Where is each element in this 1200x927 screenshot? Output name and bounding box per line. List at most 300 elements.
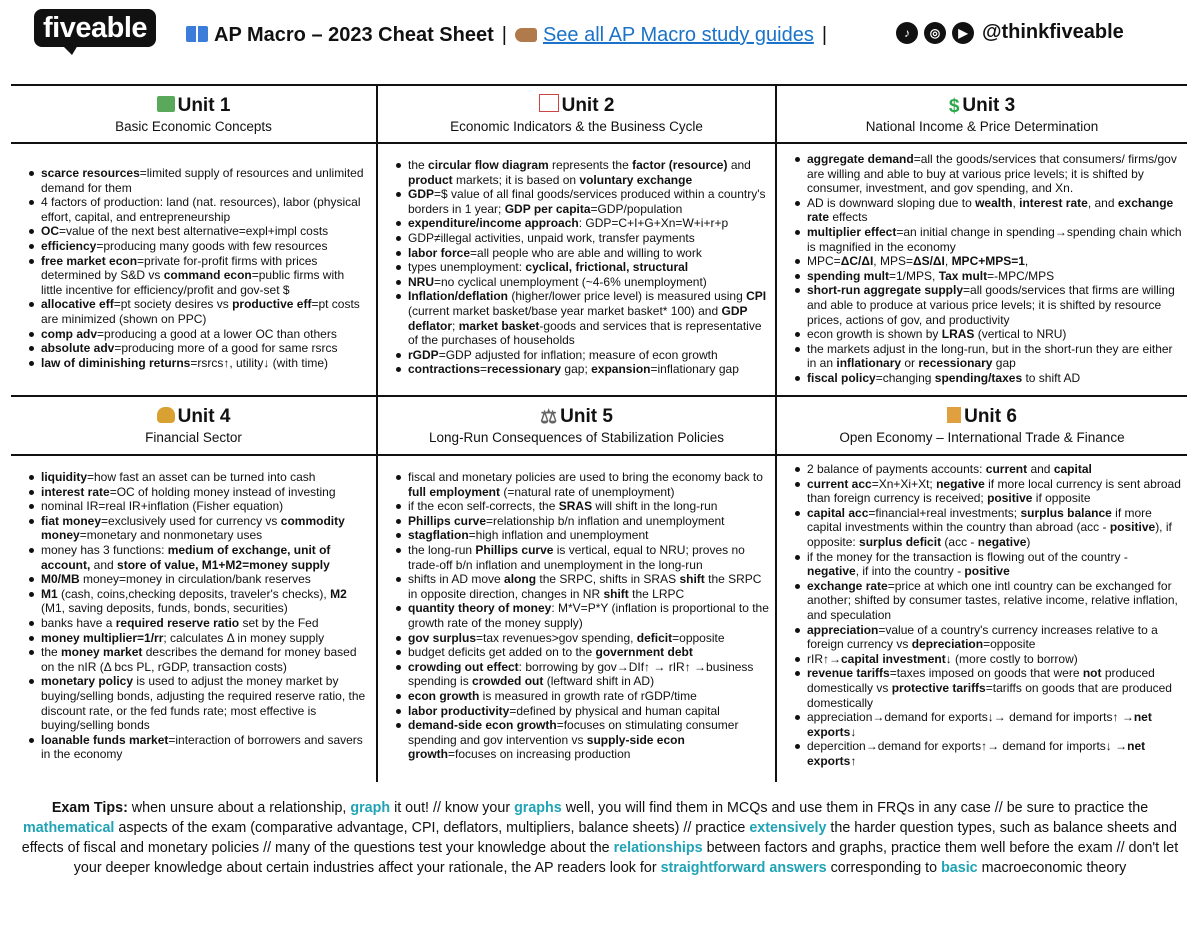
list-item — [41, 543, 367, 572]
text-run: =how fast an asset can be turned into cash — [87, 470, 316, 484]
social-handle[interactable]: @thinkfiveable — [982, 21, 1124, 43]
list-item — [41, 166, 367, 195]
fiveable-logo[interactable]: fiveable — [34, 9, 156, 47]
bold-term: store of value, M1+M2=money supply — [117, 557, 330, 572]
list-item — [807, 739, 1183, 768]
list-item — [408, 572, 770, 601]
bold-term: surplus balance — [1020, 505, 1112, 520]
bold-term: deficit — [636, 630, 673, 645]
bold-term: command econ — [163, 268, 252, 283]
bold-term: net exports↓ — [807, 710, 1152, 739]
bold-term: not — [1082, 666, 1102, 681]
list-item — [41, 470, 367, 485]
text-run: aspects of the exam (comparative advantage, CPI, deflators, multipliers, balance sheets) // practice — [114, 820, 750, 836]
exam-tips — [16, 798, 1184, 878]
highlight-term: basic — [941, 860, 978, 876]
text-run: (M1, saving deposits, funds, bonds, securities) — [41, 601, 288, 616]
bold-term: product — [408, 172, 453, 187]
text-run: is used to adjust the money market by buying/selling bonds, adjusting the required reserve ratio, the discount rate, or the fed funds rate; most effective is buying/selling bonds — [41, 674, 366, 733]
bold-term: spending/taxes — [934, 370, 1023, 385]
bold-term: M0/MB — [41, 572, 80, 587]
pointing-hand-icon — [515, 28, 537, 42]
text-run: nominal IR=real IR+inflation (Fisher equation) — [41, 499, 284, 514]
bold-term: exchange rate — [807, 578, 888, 593]
text-run: if the econ self-corrects, the — [408, 499, 559, 514]
text-run: =high inflation and unemployment — [468, 528, 649, 543]
bold-term: inflationary — [836, 356, 902, 371]
text-run: =1/MPS, — [889, 268, 939, 283]
unit-title: Unit 5 — [560, 406, 613, 427]
list-item — [408, 689, 770, 704]
bold-term: free market econ — [41, 253, 138, 268]
text-run: types unemployment: — [408, 260, 526, 275]
list-item — [41, 341, 367, 356]
list-item — [41, 631, 367, 646]
money-bag-icon — [157, 407, 175, 423]
text-run: the harder question types, such as balance sheets and effects of fiscal and monetary policies // many of the questions test your knowledge about the — [21, 820, 1177, 856]
text-run: the — [41, 645, 62, 660]
text-run: banks have a — [41, 615, 116, 630]
text-run: macroeconomic theory — [977, 860, 1127, 876]
unit-subtitle: Basic Economic Concepts — [115, 119, 272, 134]
list-item — [41, 239, 367, 254]
text-run: appreciation→demand for exports↓→ demand for imports↑ → — [807, 710, 1134, 725]
text-run: if more local currency is sent abroad than foreign currency is received; — [807, 476, 1181, 506]
unit-3-header — [777, 86, 1187, 135]
bold-term: factor (resource) — [632, 158, 728, 172]
bold-term: recessionary — [487, 362, 562, 377]
text-run: and — [90, 557, 118, 572]
list-item — [41, 327, 367, 342]
book-icon — [186, 26, 208, 42]
text-run: =inflationary gap — [650, 362, 739, 377]
text-run: between factors and graphs, practice them well before the exam // don't let your deeper knowledge about certain industries affect your rationale, the AP readers look for — [73, 840, 1179, 876]
text-run: and — [727, 158, 751, 172]
unit-1-notes — [25, 166, 367, 370]
list-item — [408, 718, 770, 762]
text-run: describes the demand for money based on the nIR (Δ bcs PL, rGDP, transaction costs) — [41, 645, 357, 674]
unit-5-notes — [392, 470, 770, 762]
text-run: represents the — [548, 158, 633, 172]
text-run: the LRPC — [628, 586, 685, 601]
text-run: corresponding to — [826, 860, 942, 876]
list-item — [41, 616, 367, 631]
unit-6-header — [777, 397, 1187, 446]
unit-title: Unit 6 — [964, 406, 1017, 427]
list-item — [807, 269, 1183, 284]
list-item — [807, 254, 1183, 269]
bold-term: short-run aggregate supply — [807, 283, 964, 298]
unit-2-notes — [392, 158, 770, 377]
text-run: =defined by physical and human capital — [509, 703, 720, 718]
bold-term: productive eff — [232, 297, 312, 312]
highlight-term: extensively — [749, 820, 827, 836]
text-run: =interaction of borrowers and savers in the economy — [41, 732, 363, 762]
unit-1-header — [11, 86, 376, 135]
text-run: =public firms with little incentive for efficiency/profit and gov-set $ — [41, 268, 345, 297]
highlight-term: mathematical — [23, 820, 115, 836]
text-run: =tariffs on goods that are produced domestically — [807, 680, 1172, 710]
text-run: =private for-profit firms with prices determined by S&D vs — [41, 253, 318, 283]
bold-term: capital acc — [807, 505, 869, 520]
bold-term: exchange rate — [807, 195, 1174, 225]
bold-term: revenue tariffs — [807, 666, 890, 681]
unit-5-header — [378, 397, 775, 446]
divider — [11, 142, 1187, 144]
notes-list — [791, 152, 1183, 386]
list-item — [807, 506, 1183, 550]
bold-term: ΔC/ΔI — [840, 254, 874, 269]
list-item — [807, 342, 1183, 371]
unit-title: Unit 1 — [177, 95, 231, 116]
list-item — [807, 666, 1183, 710]
list-item — [408, 216, 770, 231]
list-item — [41, 485, 367, 500]
bold-term: voluntary exchange — [579, 172, 693, 187]
text-run: =exclusively used for currency vs — [101, 513, 281, 528]
header-title-line — [186, 24, 835, 47]
bold-term: GDP deflator — [408, 303, 748, 333]
separator: | — [501, 24, 507, 46]
bold-term: current — [985, 462, 1028, 476]
text-run: =all people who are able and willing to work — [470, 245, 702, 260]
notes-list — [25, 470, 367, 762]
bold-term: crowded out — [472, 674, 544, 689]
highlight-term: straightforward answers — [660, 860, 827, 876]
bold-term: spending mult — [807, 268, 889, 283]
list-item — [807, 152, 1183, 196]
text-run: effects — [829, 210, 868, 225]
bold-term: wealth — [975, 195, 1013, 210]
list-item — [408, 528, 770, 543]
bold-term: surplus deficit — [859, 534, 942, 549]
bold-term: depreciation — [911, 637, 984, 652]
text-run: if opposite — [1032, 491, 1091, 506]
text-run: (current market basket/base year market basket* 100) and — [408, 303, 722, 318]
bold-term: OC — [41, 224, 59, 239]
text-run: =limited supply of resources and unlimited demand for them — [41, 166, 364, 195]
list-item — [408, 289, 770, 347]
text-run: GDP≠illegal activities, unpaid work, transfer payments — [408, 230, 695, 245]
text-run: gap; — [561, 362, 592, 377]
unit-title: Unit 4 — [177, 406, 231, 427]
unit-title: Unit 2 — [561, 95, 615, 116]
text-run: money=money in circulation/bank reserves — [79, 572, 311, 587]
text-run: =producing more of a good for same rsrcs — [114, 341, 338, 356]
text-run: : borrowing by gov→DIf↑ → rIR↑ →business spending is — [408, 659, 754, 689]
highlight-term: graphs — [514, 800, 562, 816]
bold-term: gov surplus — [408, 630, 477, 645]
text-run: fiscal and monetary policies are used to bring the economy back to — [408, 470, 763, 484]
list-item — [41, 224, 367, 239]
text-run: is measured in growth rate of rGDP/time — [479, 688, 697, 703]
notes-list — [392, 470, 770, 762]
bold-term: appreciation — [807, 622, 879, 637]
list-item — [408, 543, 770, 572]
text-run: =price at which one intl country can be exchanged for another; shifted by consumer tastes, relative income, relative inflation, and speculation — [807, 578, 1178, 622]
text-run: money has 3 functions: — [41, 542, 168, 557]
text-run: , — [1012, 195, 1020, 210]
bold-term: Tax mult — [938, 268, 988, 283]
text-run: will shift in the long-run — [592, 499, 718, 514]
list-item — [41, 254, 367, 298]
text-run: the SRPC in opposite direction, changes in NR — [408, 572, 762, 601]
bold-term: multiplier effect — [807, 224, 897, 239]
list-item — [408, 470, 770, 499]
list-item — [408, 275, 770, 290]
bold-term: demand-side econ growth — [408, 718, 557, 733]
bold-term: supply-side econ growth — [408, 732, 685, 762]
text-run: =pt society desires vs — [113, 297, 233, 312]
text-run: to shift AD — [1022, 370, 1081, 385]
bold-term: Phillips curve — [408, 513, 487, 528]
bold-term: negative — [807, 564, 856, 579]
bold-term: fiscal policy — [807, 370, 876, 385]
unit-subtitle: Financial Sector — [145, 430, 242, 445]
bold-term: interest rate — [41, 484, 110, 499]
dollar-icon: $ — [948, 96, 960, 117]
highlight-term: relationships — [613, 840, 703, 856]
text-run: 4 factors of production: land (nat. resources), labor (physical effort, capital, and entrepreneurship — [41, 195, 361, 224]
text-run: =GDP/population — [590, 201, 683, 216]
bold-term: GDP — [408, 187, 435, 202]
notes-list — [392, 158, 770, 377]
bold-term: GDP per capita — [504, 201, 591, 216]
unit-title: Unit 3 — [962, 95, 1016, 116]
text-run: =all goods/services that firms are willing and able to produce at various price levels; it is shifted by resource prices, actions of gov, and productivity — [807, 283, 1175, 327]
bold-term: expansion — [591, 362, 651, 377]
bold-term: required reserve ratio — [115, 615, 240, 630]
list-item — [807, 225, 1183, 254]
bold-term: net exports↑ — [807, 739, 1146, 768]
text-run: budget deficits get added on to the — [408, 645, 596, 660]
text-run: -goods and services that is representative of the purchases of households — [408, 318, 762, 348]
bold-term: circular flow diagram — [428, 158, 549, 172]
separator: | — [821, 24, 828, 46]
list-item — [408, 645, 770, 660]
bold-term: MPC+MPS=1 — [951, 254, 1025, 269]
text-run: =focuses on increasing production — [448, 747, 631, 762]
bold-term: econ growth — [408, 688, 480, 703]
bold-term: crowding out effect — [408, 659, 519, 674]
text-run: =GDP adjusted for inflation; measure of econ growth — [438, 347, 718, 362]
list-item — [408, 158, 770, 187]
text-run: produced domestically vs — [807, 666, 1155, 695]
bold-term: positive — [1109, 520, 1156, 535]
bold-term: NRU — [408, 274, 434, 289]
text-run: (leftward shift in AD) — [543, 674, 655, 689]
text-run: =value of the next best alternative=expl+impl costs — [59, 224, 329, 239]
list-item — [41, 733, 367, 762]
list-item — [807, 550, 1183, 579]
text-run: , if into the country - — [855, 564, 965, 579]
text-run: ), if opposite: — [807, 520, 1172, 549]
bold-term: expenditure/income approach — [408, 216, 579, 231]
list-item — [41, 674, 367, 732]
instagram-icon[interactable]: ◎ — [924, 22, 946, 44]
bold-term: CPI — [746, 289, 767, 304]
text-run: markets; it is based on — [452, 172, 580, 187]
list-item — [408, 246, 770, 261]
text-run: =relationship b/n inflation and unemployment — [486, 513, 725, 528]
text-run: (cash, coins,checking deposits, traveler's checks), — [57, 586, 331, 601]
tiktok-icon[interactable]: ♪ — [896, 22, 918, 44]
youtube-icon[interactable]: ▶ — [952, 22, 974, 44]
bold-term: interest rate — [1019, 195, 1088, 210]
unit-4-notes — [25, 470, 367, 762]
text-run: =tax revenues>gov spending, — [476, 630, 637, 645]
bold-term: comp adv — [41, 326, 98, 341]
text-run: gap — [992, 356, 1016, 371]
unit-3-notes — [791, 152, 1183, 386]
list-item — [408, 187, 770, 216]
text-run: =Xn+Xi+Xt; — [871, 476, 937, 491]
text-run: econ growth is shown by — [807, 327, 942, 342]
bold-term: shift — [679, 572, 705, 587]
bold-term: rGDP — [408, 347, 439, 362]
list-item — [41, 195, 367, 224]
bold-term: shift — [603, 586, 629, 601]
text-run: or — [901, 356, 919, 371]
bold-term: fiat money — [41, 513, 102, 528]
text-run: =value of a country's currency increases relative to a foreign currency vs — [807, 622, 1158, 652]
highlight-term: graph — [350, 800, 391, 816]
bold-term: Inflation/deflation — [408, 289, 508, 304]
bold-term: government debt — [595, 645, 693, 660]
text-run: well, you will find them in MCQs and use them in FRQs in any case // be sure to practice the — [561, 800, 1149, 816]
unit-4-header — [11, 397, 376, 446]
bold-term: full employment — [408, 484, 501, 499]
bold-term: capital — [1053, 462, 1092, 476]
chart-increasing-icon — [539, 94, 559, 112]
text-run: AD is downward sloping due to — [807, 195, 976, 210]
bold-term: ΔS/ΔI — [912, 254, 945, 269]
bold-term: loanable funds market — [41, 732, 169, 747]
text-run: , and — [1087, 195, 1118, 210]
text-run: (more costly to borrow) — [951, 651, 1078, 666]
text-run: =an initial change in spending→spending chain which is magnified in the economy — [807, 224, 1182, 254]
bold-term: M1 — [41, 586, 58, 601]
text-run: =producing many goods with few resources — [96, 238, 328, 253]
list-item — [807, 477, 1183, 506]
text-run: ; — [452, 318, 459, 333]
unit-6-notes — [791, 462, 1183, 768]
text-run: = — [480, 362, 488, 377]
bold-term: money multiplier=1/rr — [41, 630, 164, 645]
text-run: =producing a good at a lower OC than others — [97, 326, 337, 341]
text-run: =OC of holding money instead of investing — [109, 484, 336, 499]
bold-term: current acc — [807, 476, 872, 491]
list-item — [408, 631, 770, 646]
bold-term: law of diminishing returns — [41, 355, 191, 370]
list-item — [807, 623, 1183, 652]
text-run: the long-run — [408, 542, 476, 557]
money-icon — [157, 96, 175, 112]
bold-term: allocative eff — [41, 297, 114, 312]
bold-term: negative — [936, 476, 985, 491]
text-run: shifts in AD move — [408, 572, 505, 587]
list-item — [807, 710, 1183, 739]
bold-term: liquidity — [41, 470, 87, 484]
text-run: and — [1027, 462, 1054, 476]
text-run: =$ value of all final goods/services produced within a country's borders in 1 year; — [408, 187, 766, 216]
list-item — [41, 514, 367, 543]
text-run: , — [1024, 254, 1029, 269]
unit-subtitle: Open Economy – International Trade & Finance — [839, 430, 1125, 445]
text-run: depercition→demand for exports↑→ demand for imports↓ → — [807, 739, 1128, 754]
list-item — [408, 704, 770, 719]
text-run: =all the goods/services that consumers/ firms/gov are willing and able to buy at various price levels; it is shifted by consumer, investment, and gov spending, and Xn. — [807, 152, 1177, 196]
list-item — [41, 572, 367, 587]
bold-term: labor productivity — [408, 703, 510, 718]
bold-term: LRAS — [941, 327, 975, 342]
divider — [11, 454, 1187, 456]
bold-term: market basket — [458, 318, 540, 333]
bold-term: negative — [977, 534, 1027, 549]
bold-term: medium of exchange, unit of account, — [41, 542, 331, 572]
bold-term: commodity money — [41, 513, 345, 543]
list-item — [408, 260, 770, 275]
text-run: when unsure about a relationship, — [127, 800, 351, 816]
text-run: =changing — [875, 370, 935, 385]
unit-subtitle: Long-Run Consequences of Stabilization Policies — [429, 430, 724, 445]
text-run: =pt costs are minimized (shown on PPC) — [41, 297, 360, 326]
list-item — [408, 231, 770, 246]
list-item — [807, 371, 1183, 386]
notes-list — [791, 462, 1183, 768]
text-run: (vertical to NRU) — [974, 327, 1067, 342]
text-run: (=natural rate of unemployment) — [500, 484, 675, 499]
text-run: , — [944, 254, 952, 269]
list-item — [41, 645, 367, 674]
list-item — [408, 362, 770, 377]
list-item — [807, 327, 1183, 342]
text-run: it out! // know your — [390, 800, 515, 816]
text-run: MPC= — [807, 254, 841, 269]
bold-term: positive — [987, 491, 1033, 506]
bold-term: money market — [61, 645, 143, 660]
list-item — [807, 462, 1183, 477]
list-item — [41, 499, 367, 514]
text-run: (higher/lower price level) is measured using — [508, 289, 747, 304]
bold-term: aggregate demand — [807, 152, 914, 166]
bold-term: cyclical, frictional, structural — [525, 260, 689, 275]
text-run: ; calculates Δ in money supply — [163, 630, 325, 645]
text-run: rIR↑→ — [807, 651, 841, 666]
text-run: (acc - — [941, 534, 978, 549]
unit-subtitle: National Income & Price Determination — [865, 119, 1099, 134]
text-run: =no cyclical unemployment (~4-6% unemployment) — [434, 274, 707, 289]
list-item — [408, 514, 770, 529]
text-run: is vertical, equal to NRU; proves no trade-off b/n inflation and unemployment in the long-run — [408, 542, 745, 572]
list-item — [41, 356, 367, 371]
text-run: , MPS= — [873, 254, 913, 269]
text-run: the — [408, 158, 429, 172]
study-guides-link[interactable]: See all AP Macro study guides — [542, 24, 814, 46]
list-item — [41, 297, 367, 326]
text-run: =opposite — [983, 637, 1036, 652]
units-grid — [11, 84, 1187, 782]
text-run: if more capital investments within the country than abroad (acc - — [807, 505, 1152, 535]
text-run: =financial+real investments; — [868, 505, 1021, 520]
bold-term: protective tariffs — [891, 680, 986, 695]
text-run: =rsrcs↑, utility↓ (with time) — [190, 355, 329, 370]
text-run: =monetary and nonmonetary uses — [79, 528, 263, 543]
text-run: if the money for the transaction is flowing out of the country - — [807, 549, 1128, 564]
text-run: : M*V=P*Y (inflation is proportional to the growth rate of the money supply) — [408, 601, 769, 630]
text-run: : GDP=C+I+G+Xn=W+i+r+p — [578, 216, 729, 231]
balance-scale-icon: ⚖ — [540, 407, 558, 428]
